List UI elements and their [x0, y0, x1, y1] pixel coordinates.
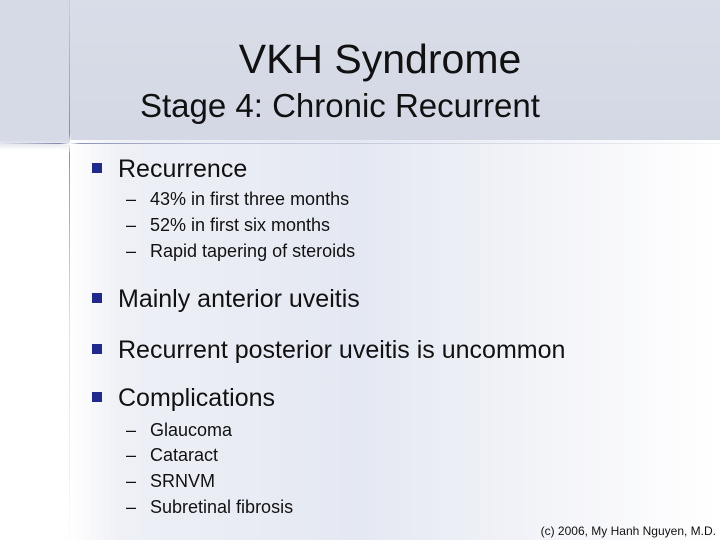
bullet-square-icon — [92, 344, 102, 354]
decorative-horizontal-line — [0, 143, 720, 144]
dash-icon: – — [126, 497, 137, 517]
sub-bullet-text: Rapid tapering of steroids — [150, 241, 356, 261]
bullet-square-icon — [92, 392, 102, 402]
bullet-text: Mainly anterior uveitis — [118, 285, 360, 313]
dash-icon: – — [126, 189, 137, 209]
sub-bullet-text: 43% in first three months — [150, 189, 350, 209]
sub-bullet-text: Glaucoma — [150, 420, 233, 440]
dash-icon: – — [126, 420, 137, 440]
sparkle-icon — [60, 134, 80, 154]
copyright-footer: (c) 2006, My Hanh Nguyen, M.D. — [540, 524, 716, 538]
bullet-text: Recurrence — [118, 155, 248, 183]
sub-bullet-text: 52% in first six months — [150, 215, 331, 235]
dash-icon: – — [126, 215, 137, 235]
bullet-text: Recurrent posterior uveitis is uncommon — [118, 336, 566, 364]
bullet-square-icon — [92, 163, 102, 173]
sub-bullet-text: Subretinal fibrosis — [150, 497, 294, 517]
bullet-square-icon — [92, 293, 102, 303]
slide-subtitle: Stage 4: Chronic Recurrent — [140, 87, 540, 124]
dash-icon: – — [126, 471, 137, 491]
sub-bullet-text: SRNVM — [150, 471, 216, 491]
dash-icon: – — [126, 445, 137, 465]
dash-icon: – — [126, 241, 137, 261]
sub-bullet-text: Cataract — [150, 445, 219, 465]
slide-title: VKH Syndrome — [238, 36, 522, 82]
bullet-text: Complications — [118, 384, 276, 412]
